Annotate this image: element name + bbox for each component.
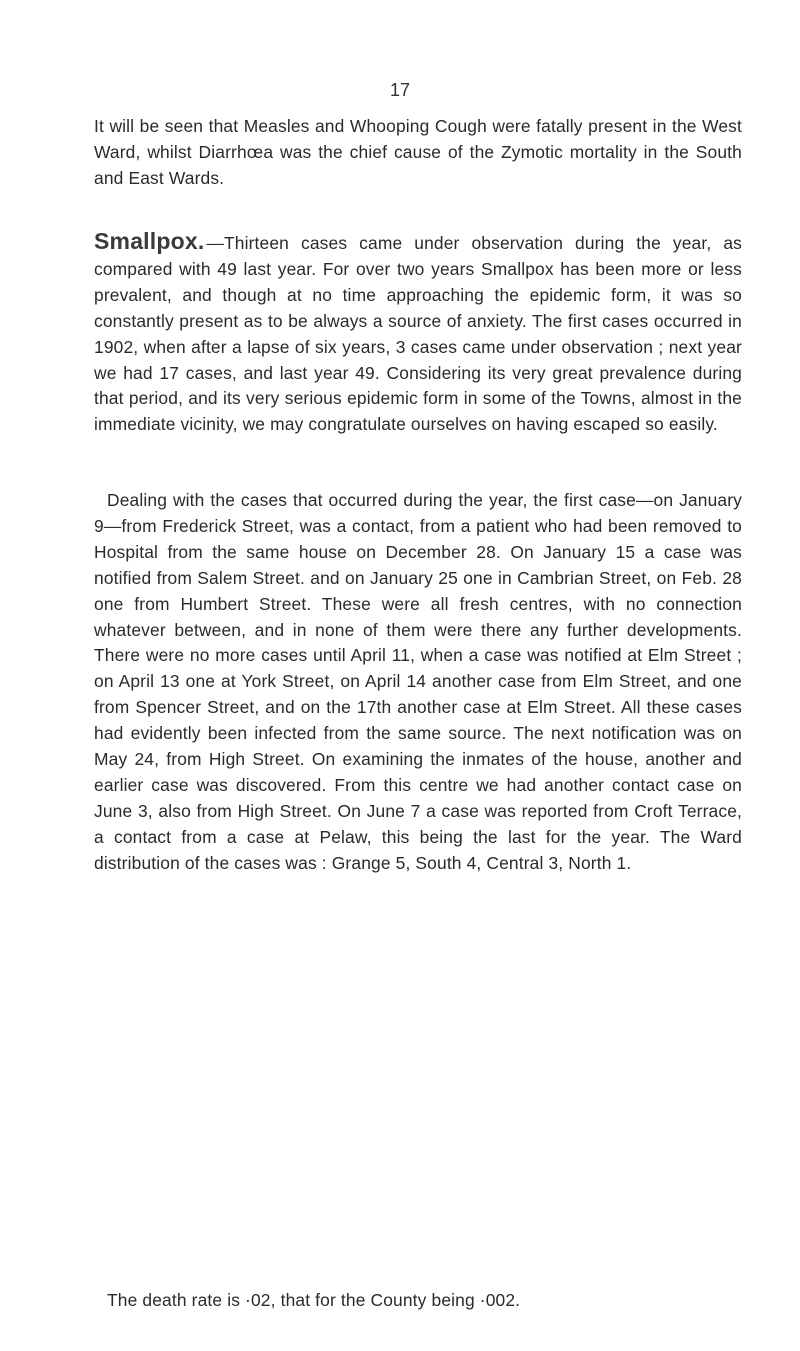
paragraph-measles: It will be seen that Measles and Whooping Cough were fatally present in the West Ward, whilst Diarrhœa was the chief cause of the Zymotic mortality in the South and East Wards.	[94, 116, 742, 188]
paragraph-smallpox-body: —Thirteen cases came under observation during the year, as compared with 49 last year. For over two years Smallpox has been more or less prevalent, and though at no time approaching the epidemic form, it was so constantly present as to be always a source of anxiety. The first cases occurred in 1902, when after a lapse of six years, 3 cases came under observation ; next year we had 17 cases, and last year 49. Considering its very great prevalence during that period, and its very serious epidemic form in some of the Towns, almost in the immediate vicinity, we may congratulate ourselves on having escaped so easily.	[94, 233, 742, 435]
paragraph-death-rate: The death rate is ·02, that for the County being ·002.	[107, 1290, 521, 1310]
page-number: 17	[389, 80, 411, 100]
paragraph-cases-detail: Dealing with the cases that occurred during the year, the first case—on January 9—from Frederick Street, was a contact, from a patient who had been removed to Hospital from the same house on December 28. On January 15 a case was notified from Salem Street. and on January 25 one in Cambrian Street, on Feb. 28 one from Humbert Street. These were all fresh centres, with no connection whatever between, and in none of them were there any further developments. There were no more cases until April 11, when a case was notified at Elm Street ; on April 13 one at York Street, on April 14 another case from Elm Street, and one from Spencer Street, and on the 17th another case at Elm Street. All these cases had evidently been infected from the same source. The next notification was on May 24, from High Street. On examining the inmates of the house, another and earlier case was discovered. From this centre we had another contact case on June 3, also from High Street. On June 7 a case was reported from Croft Terrace, a contact from a case at Pelaw, this being the last for the year. The Ward distribution of the cases was : Grange 5, South 4, Central 3, North 1.	[94, 490, 742, 873]
paragraph-smallpox	[94, 229, 742, 438]
section-heading-smallpox: Smallpox.	[94, 228, 205, 254]
